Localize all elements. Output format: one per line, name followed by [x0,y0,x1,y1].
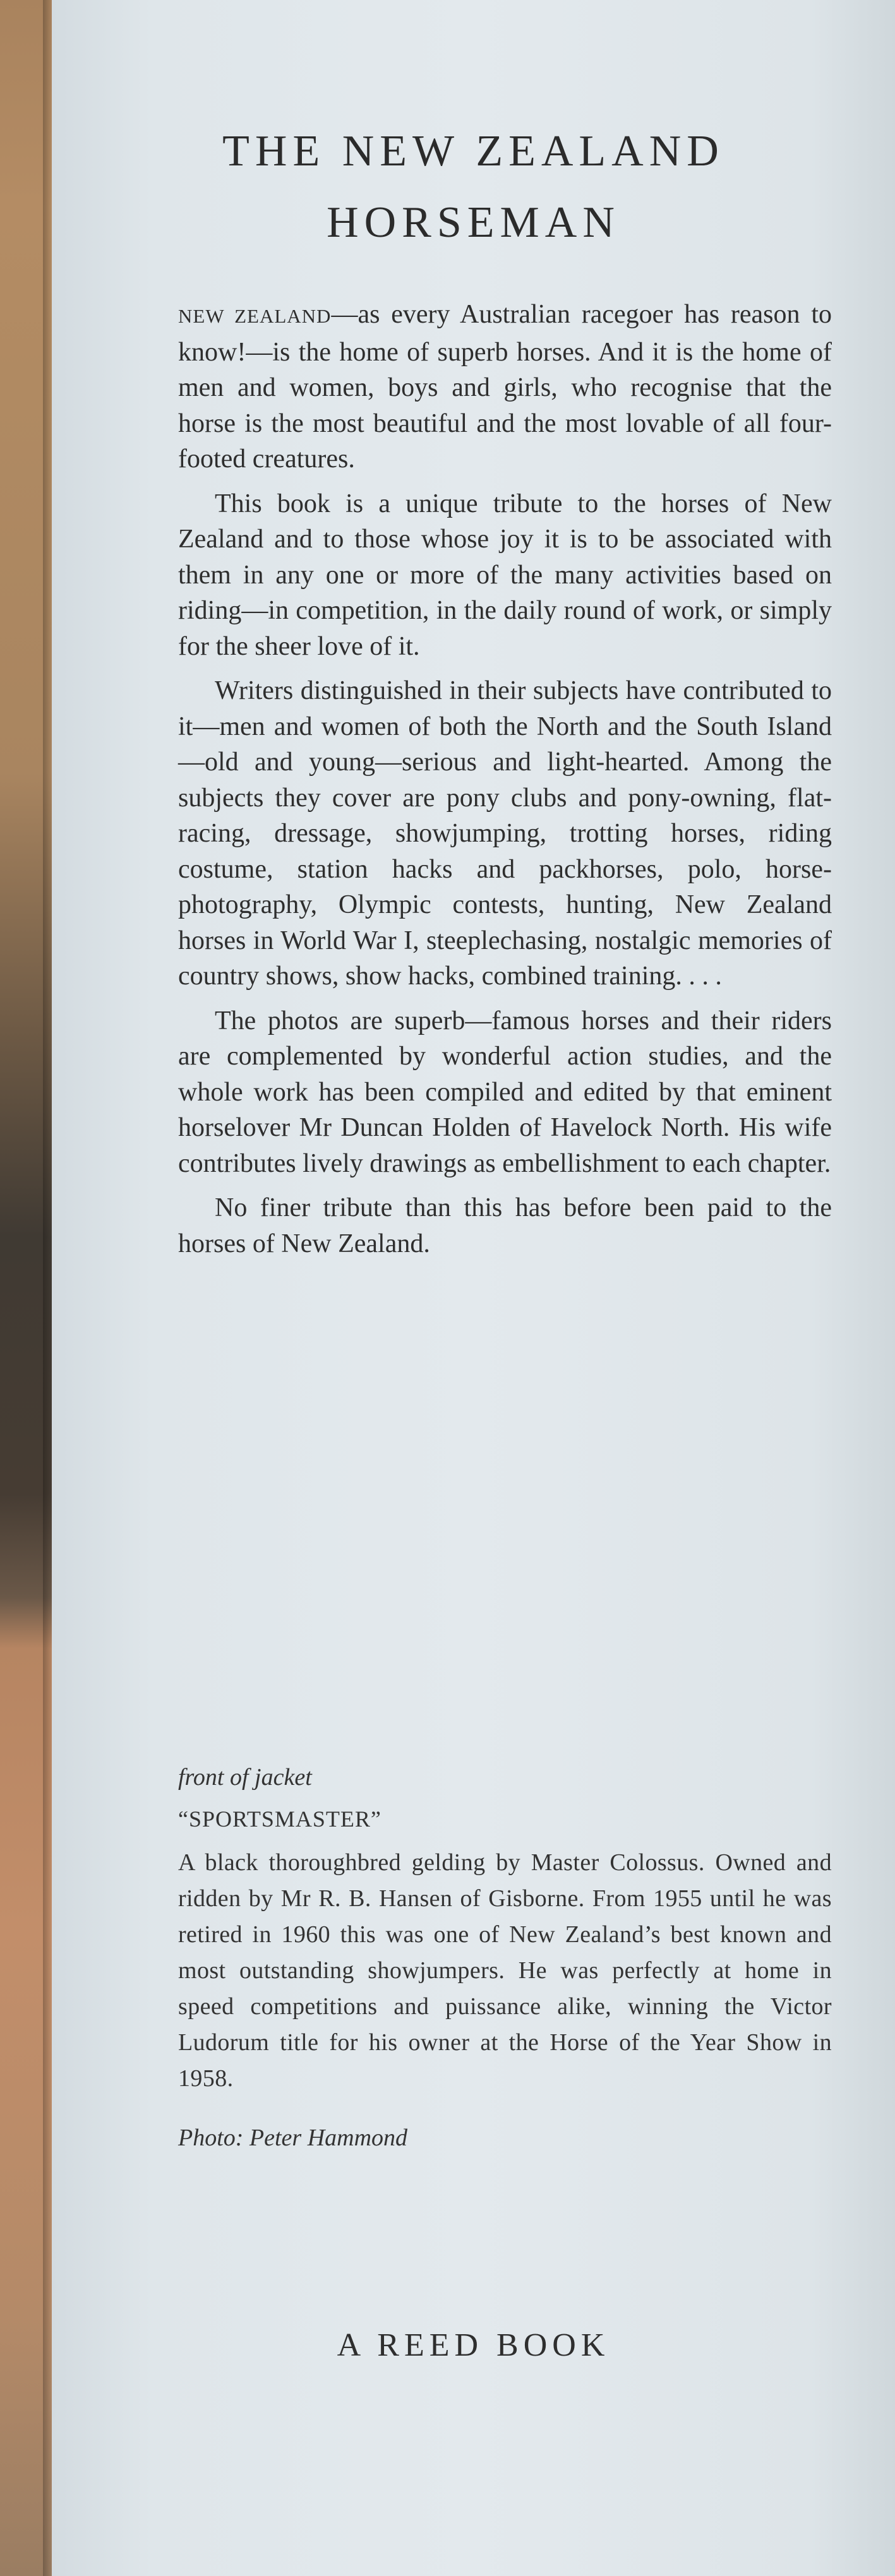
worn-spine-edge [0,0,52,2576]
caption-label: front of jacket [178,1764,312,1791]
blurb-paragraph-5: No finer tribute than this has before been paid to the horses of New Zealand. [178,1193,832,1258]
cover-photo-caption [178,1762,832,2154]
blurb-paragraph-4: The photos are superb—famous horses and their riders are complemented by wonderful action studies, and the whole work has been compiled and edited by that eminent horselover Mr Duncan Holden of Havelock North. His wife contributes lively drawings as embellishment to each chapter. [178,1006,832,1178]
publisher-imprint: A REED BOOK [337,2327,610,2363]
blurb-paragraph-1-text: —as every Australian racegoer has reason to know!—is the home of superb horses. And it is the home of men and women, boys and girls, who recognise that the horse is the most beautiful and the most lovable of all four-footed creatures. [178,300,832,474]
jacket-flap [52,0,895,2576]
blurb-lead-in: NEW ZEALAND [178,305,332,327]
blurb-paragraph-1 [178,297,832,477]
book-title-line-1: THE NEW ZEALAND [222,127,724,176]
blurb-text [178,297,832,1261]
caption-description: A black thoroughbred gelding by Master Colossus. Owned and ridden by Mr R. B. Hansen of Gisborne. From 1955 until he was retired in 1960 this was one of New Zealand’s best known and most outstanding showjumpers. He was perfectly at home in speed competitions and puissance alike, winning the Victor Ludorum title for his owner at the Horse of the Year Show in 1958. [178,1849,832,2092]
photo-credit: Photo: Peter Hammond [178,2125,408,2151]
blurb-paragraph-3: Writers distinguished in their subjects have contributed to it—men and women of both the North and the South Island—old and young—serious and light-hearted. Among the subjects they cover are pony clubs and pony-owning, flat-racing, dressage, showjumping, trotting horses, riding costume, station hacks and packhorses, polo, horse-photography, Olympic contests, hunting, New Zealand horses in World War I, steeplechasing, nostalgic memories of country shows, show hacks, combined training. . . . [178,676,832,991]
book-title-line-2: HORSEMAN [327,198,620,247]
blurb-paragraph-2: This book is a unique tribute to the horses of New Zealand and to those whose joy it is to be associated with them in any one or more of the many activities based on riding—in competition, in the daily round of work, or simply for the sheer love of it. [178,489,832,661]
caption-horse-name: “SPORTSMASTER” [178,1806,381,1832]
